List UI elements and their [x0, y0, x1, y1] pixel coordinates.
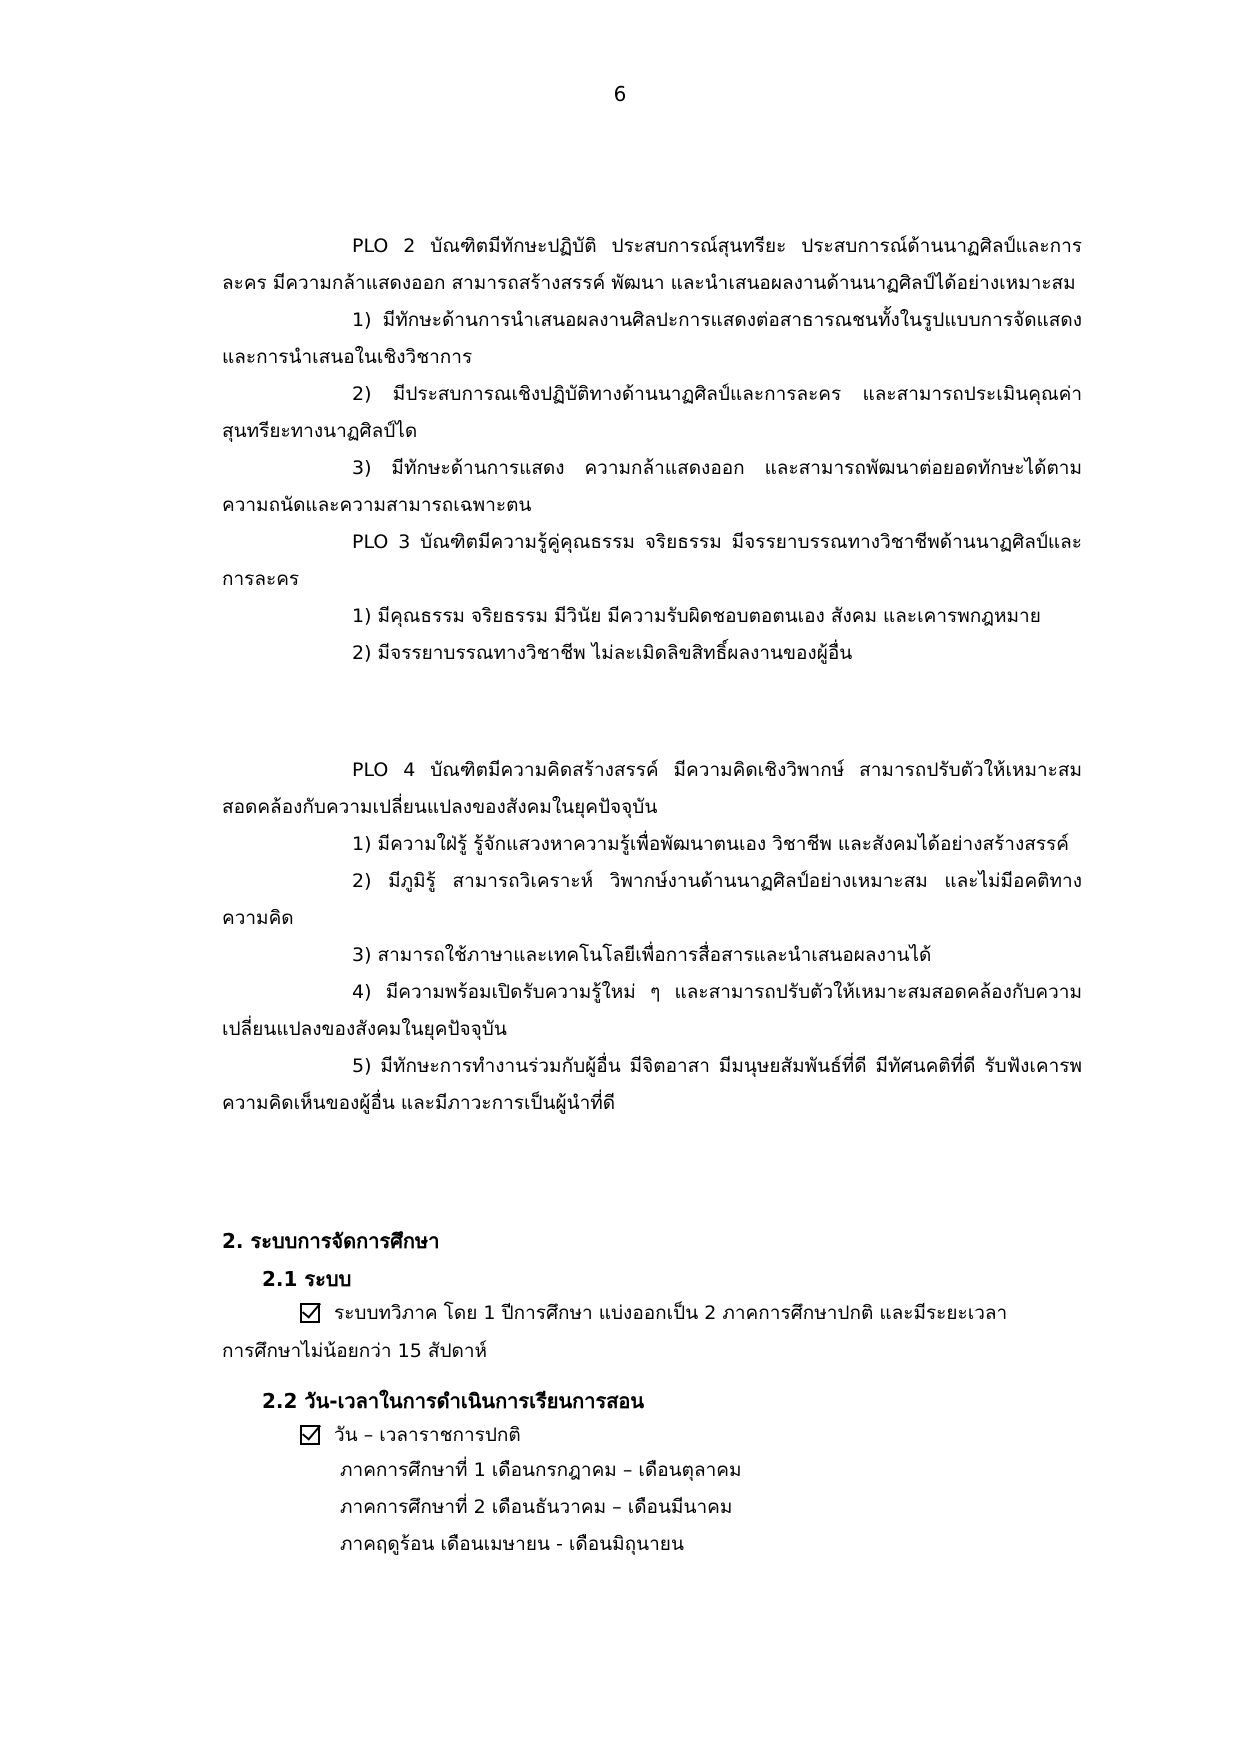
plo2-paragraph: PLO 2 บัณฑิตมีทักษะปฏิบัติ ประสบการณ์สุนทรียะ ประสบการณ์ด้านนาฏศิลป์และการละคร มีความกล้าแสดงออก สามารถสร้างสรรค์ พัฒนา และนำเสนอผลงานด้านนาฏศิลป์ได้อย่างเหมาะสม: [222, 235, 1082, 294]
plo3-item-2: 2) มีจรรยาบรรณทางวิชาชีพ ไม่ละเมิดลิขสิทธิ์ผลงานของผู้อื่น: [352, 642, 853, 664]
schedule-term-1: ภาคการศึกษาที่ 1 เดือนกรกฎาคม – เดือนตุลาคม: [340, 1459, 742, 1481]
plo4-item-4: 4) มีความพร้อมเปิดรับความรู้ใหม่ ๆ และสามารถปรับตัวให้เหมาะสมสอดคล้องกับความเปลี่ยนแปลงของสังคมในยุคปัจจุบัน: [222, 981, 1082, 1040]
plo2-section: [222, 228, 1082, 672]
section-2-1-title: 2.1 ระบบ: [262, 1267, 352, 1291]
schedule-term-2: ภาคการศึกษาที่ 2 เดือนธันวาคม – เดือนมีนาคม: [340, 1496, 733, 1518]
plo4-item-2: 2) มีภูมิรู้ สามารถวิเคราะห์ วิพากษ์งานด้านนาฏศิลป์อย่างเหมาะสม และไม่มีอคติทางความคิด: [222, 870, 1082, 929]
plo3-paragraph: PLO 3 บัณฑิตมีความรู้คู่คุณธรรม จริยธรรม มีจรรยาบรรณทางวิชาชีพด้านนาฏศิลป์และการละคร: [222, 531, 1082, 590]
plo4-paragraph: PLO 4 บัณฑิตมีความคิดสร้างสรรค์ มีความคิดเชิงวิพากษ์ สามารถปรับตัวให้เหมาะสมสอดคล้องกับความเปลี่ยนแปลงของสังคมในยุคปัจจุบัน: [222, 759, 1082, 818]
plo3-item-1: 1) มีคุณธรรม จริยธรรม มีวินัย มีความรับผิดชอบตอตนเอง สังคม และเคารพกฎหมาย: [352, 605, 1041, 627]
time-check-row: [300, 1420, 521, 1450]
schedule-summer: ภาคฤดูร้อน เดือนเมษายน - เดือนมิถุนายน: [340, 1533, 684, 1555]
checkbox-checked-icon: [300, 1425, 320, 1445]
schedule-list: [340, 1452, 742, 1563]
plo2-item-3: 3) มีทักษะด้านการแสดง ความกล้าแสดงออก และสามารถพัฒนาต่อยอดทักษะได้ตามความถนัดและความสามารถเฉพาะตน: [222, 457, 1082, 516]
system-check-row: [300, 1298, 1007, 1328]
time-check-text: วัน – เวลาราชการปกติ: [334, 1424, 521, 1446]
plo4-item-5: 5) มีทักษะการทำงานร่วมกับผู้อื่น มีจิตอาสา มีมนุษยสัมพันธ์ที่ดี มีทัศนคติที่ดี รับฟังเคารพความคิดเห็นของผู้อื่น และมีภาวะการเป็นผู้นำที่ดี: [222, 1055, 1082, 1114]
page-number: 6: [613, 82, 627, 106]
plo4-item-1: 1) มีความใฝ่รู้ รู้จักแสวงหาความรู้เพื่อพัฒนาตนเอง วิชาชีพ และสังคมได้อย่างสร้างสรรค์: [352, 833, 1069, 855]
checkbox-checked-icon: [300, 1303, 320, 1323]
plo4-item-3: 3) สามารถใช้ภาษาและเทคโนโลยีเพื่อการสื่อสารและนำเสนอผลงานได้: [352, 944, 932, 966]
plo4-section: [222, 752, 1082, 1122]
section-2-2-title: 2.2 วัน-เวลาในการดำเนินการเรียนการสอน: [262, 1389, 645, 1413]
system-continuation: การศึกษาไม่น้อยกว่า 15 สัปดาห์: [222, 1340, 488, 1362]
plo2-item-2: 2) มีประสบการณเชิงปฏิบัติทางด้านนาฏศิลป์และการละคร และสามารถประเมินคุณค่าสุนทรียะทางนาฏศิลป์ได: [222, 383, 1082, 442]
system-check-text: ระบบทวิภาค โดย 1 ปีการศึกษา แบ่งออกเป็น 2 ภาคการศึกษาปกติ และมีระยะเวลา: [334, 1302, 1008, 1324]
plo2-item-1: 1) มีทักษะด้านการนำเสนอผลงานศิลปะการแสดงต่อสาธารณชนทั้งในรูปแบบการจัดแสดงและการนำเสนอในเชิงวิชาการ: [222, 309, 1082, 368]
section-2-title: 2. ระบบการจัดการศึกษา: [222, 1229, 440, 1253]
